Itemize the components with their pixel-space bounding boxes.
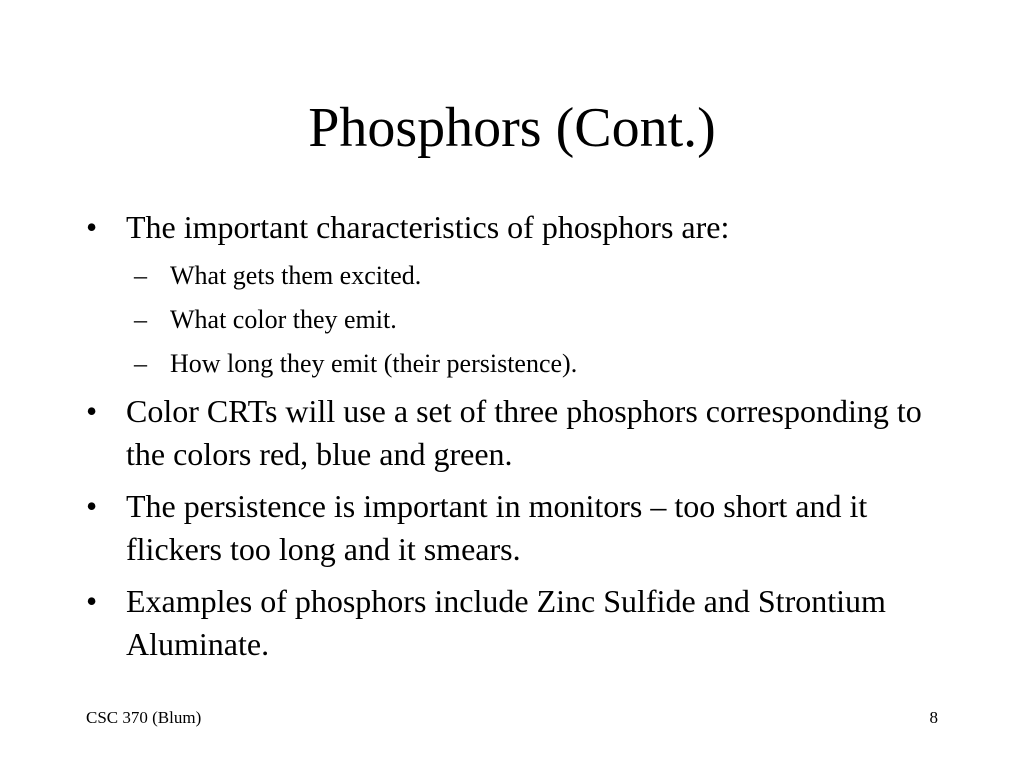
bullet-item xyxy=(86,206,946,249)
bullet-marker: • xyxy=(86,583,98,619)
bullet-item xyxy=(86,390,946,476)
footer-course-label: CSC 370 (Blum) xyxy=(86,708,202,727)
bullet-text: Examples of phosphors include Zinc Sulfide and Strontium Aluminate. xyxy=(126,583,886,662)
sub-bullet-marker: – xyxy=(134,305,147,334)
bullet-item xyxy=(86,485,946,571)
bullet-marker: • xyxy=(86,393,98,429)
sub-bullet-item xyxy=(134,258,946,293)
bullet-list xyxy=(86,206,946,675)
footer-page-number: 8 xyxy=(929,708,938,727)
sub-bullet-item xyxy=(134,346,946,381)
bullet-text: The persistence is important in monitors – too short and it flickers too long and it smears. xyxy=(126,488,868,567)
sub-bullet-marker: – xyxy=(134,349,147,378)
sub-bullet-item xyxy=(134,302,946,337)
bullet-text: The important characteristics of phosphors are: xyxy=(126,209,730,245)
sub-bullet-list xyxy=(86,258,946,381)
slide-title: Phosphors (Cont.) xyxy=(308,97,716,159)
sub-bullet-text: What color they emit. xyxy=(170,305,397,334)
bullet-marker: • xyxy=(86,488,98,524)
bullet-text: Color CRTs will use a set of three phosphors corresponding to the colors red, blue and green. xyxy=(126,393,922,472)
sub-bullet-text: What gets them excited. xyxy=(170,261,422,290)
bullet-item xyxy=(86,580,946,666)
sub-bullet-marker: – xyxy=(134,261,147,290)
sub-bullet-text: How long they emit (their persistence). xyxy=(170,349,578,378)
bullet-marker: • xyxy=(86,209,98,245)
